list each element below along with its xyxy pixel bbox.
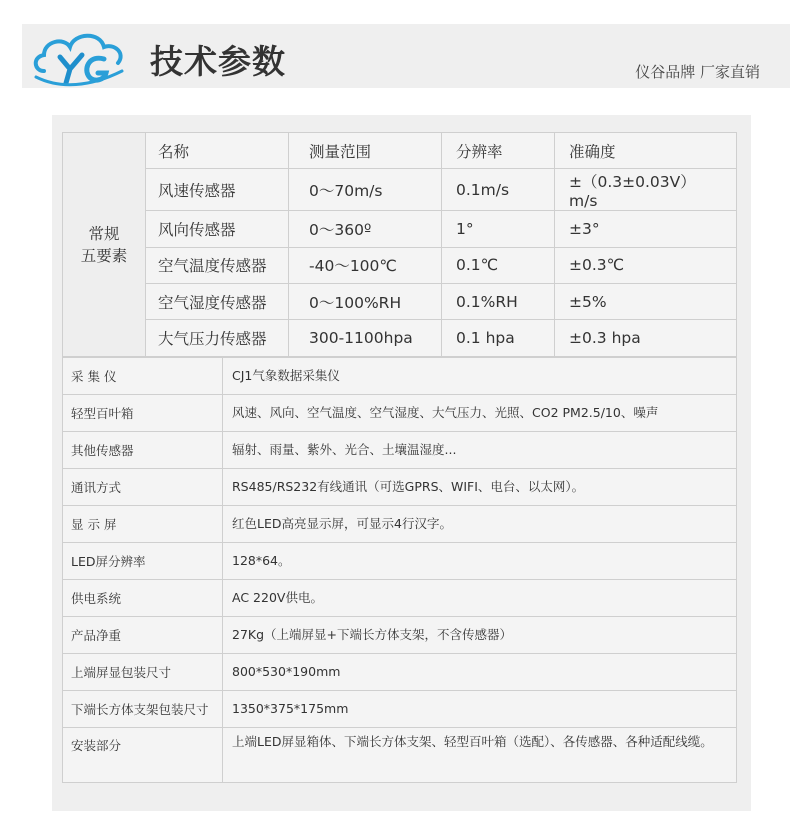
sensor-parameter-table bbox=[62, 132, 737, 357]
spec-value: 1350*375*175mm bbox=[223, 691, 737, 728]
sensor-range: 0～360º bbox=[289, 211, 442, 247]
table-row bbox=[63, 247, 737, 283]
spec-value: 128*64。 bbox=[223, 543, 737, 580]
sensor-accuracy: ±（0.3±0.03V）m/s bbox=[555, 169, 737, 211]
sensor-name: 空气温度传感器 bbox=[146, 247, 289, 283]
column-header: 分辨率 bbox=[442, 133, 555, 169]
brand-logo-icon bbox=[30, 27, 130, 89]
spec-label: LED屏分辨率 bbox=[63, 543, 223, 580]
sensor-range: -40～100℃ bbox=[289, 247, 442, 283]
spec-value: 27Kg（上端屏显+下端长方体支架，不含传感器） bbox=[223, 617, 737, 654]
sensor-accuracy: ±0.3 hpa bbox=[555, 320, 737, 357]
spec-value: 800*530*190mm bbox=[223, 654, 737, 691]
spec-label: 安装部分 bbox=[63, 728, 223, 783]
sensor-accuracy: ±3° bbox=[555, 211, 737, 247]
table-row bbox=[63, 320, 737, 357]
sensor-range: 0～100%RH bbox=[289, 284, 442, 320]
sensor-name: 风向传感器 bbox=[146, 211, 289, 247]
table-row bbox=[63, 543, 737, 580]
page-title: 技术参数 bbox=[150, 42, 286, 81]
table-row bbox=[63, 617, 737, 654]
sensor-range: 0～70m/s bbox=[289, 169, 442, 211]
sensor-resolution: 0.1℃ bbox=[442, 247, 555, 283]
sensor-range: 300-1100hpa bbox=[289, 320, 442, 357]
column-header: 测量范围 bbox=[289, 133, 442, 169]
spec-table bbox=[62, 357, 737, 783]
table-row bbox=[63, 432, 737, 469]
sensor-resolution: 0.1m/s bbox=[442, 169, 555, 211]
sensor-accuracy: ±0.3℃ bbox=[555, 247, 737, 283]
spec-value: 辐射、雨量、紫外、光合、土壤温湿度... bbox=[223, 432, 737, 469]
spec-value: 上端LED屏显箱体、下端长方体支架、轻型百叶箱（选配）、各传感器、各种适配线缆。 bbox=[223, 728, 737, 783]
table-row bbox=[63, 506, 737, 543]
table-row bbox=[63, 211, 737, 247]
sensor-accuracy: ±5% bbox=[555, 284, 737, 320]
table-row bbox=[63, 728, 737, 783]
table-row bbox=[63, 691, 737, 728]
spec-label: 产品净重 bbox=[63, 617, 223, 654]
spec-label: 其他传感器 bbox=[63, 432, 223, 469]
column-header: 名称 bbox=[146, 133, 289, 169]
spec-value: RS485/RS232有线通讯（可选GPRS、WIFI、电台、以太网）。 bbox=[223, 469, 737, 506]
spec-value: AC 220V供电。 bbox=[223, 580, 737, 617]
spec-value: 风速、风向、空气温度、空气湿度、大气压力、光照、CO2 PM2.5/10、噪声 bbox=[223, 395, 737, 432]
brand-slogan: 仪谷品牌 厂家直销 bbox=[635, 63, 760, 81]
table-row bbox=[63, 169, 737, 211]
table-row bbox=[63, 580, 737, 617]
sensor-name: 大气压力传感器 bbox=[146, 320, 289, 357]
spec-label: 下端长方体支架包装尺寸 bbox=[63, 691, 223, 728]
table-row bbox=[63, 284, 737, 320]
spec-label: 显 示 屏 bbox=[63, 506, 223, 543]
table-row bbox=[63, 395, 737, 432]
sensor-name: 风速传感器 bbox=[146, 169, 289, 211]
spec-label: 通讯方式 bbox=[63, 469, 223, 506]
table-header-row bbox=[63, 133, 737, 169]
sensor-resolution: 0.1%RH bbox=[442, 284, 555, 320]
table-row bbox=[63, 469, 737, 506]
spec-label: 供电系统 bbox=[63, 580, 223, 617]
group-label-line: 常规 bbox=[88, 224, 120, 243]
sensor-group-label bbox=[63, 133, 146, 357]
table-row bbox=[63, 654, 737, 691]
spec-label: 采 集 仪 bbox=[63, 358, 223, 395]
sensor-name: 空气湿度传感器 bbox=[146, 284, 289, 320]
table-row bbox=[63, 358, 737, 395]
spec-label: 上端屏显包装尺寸 bbox=[63, 654, 223, 691]
spec-value: 红色LED高亮显示屏，可显示4行汉字。 bbox=[223, 506, 737, 543]
column-header: 准确度 bbox=[555, 133, 737, 169]
spec-value: CJ1气象数据采集仪 bbox=[223, 358, 737, 395]
group-label-line: 五要素 bbox=[80, 246, 128, 265]
sensor-resolution: 1° bbox=[442, 211, 555, 247]
page-header bbox=[0, 0, 790, 103]
spec-label: 轻型百叶箱 bbox=[63, 395, 223, 432]
sensor-resolution: 0.1 hpa bbox=[442, 320, 555, 357]
